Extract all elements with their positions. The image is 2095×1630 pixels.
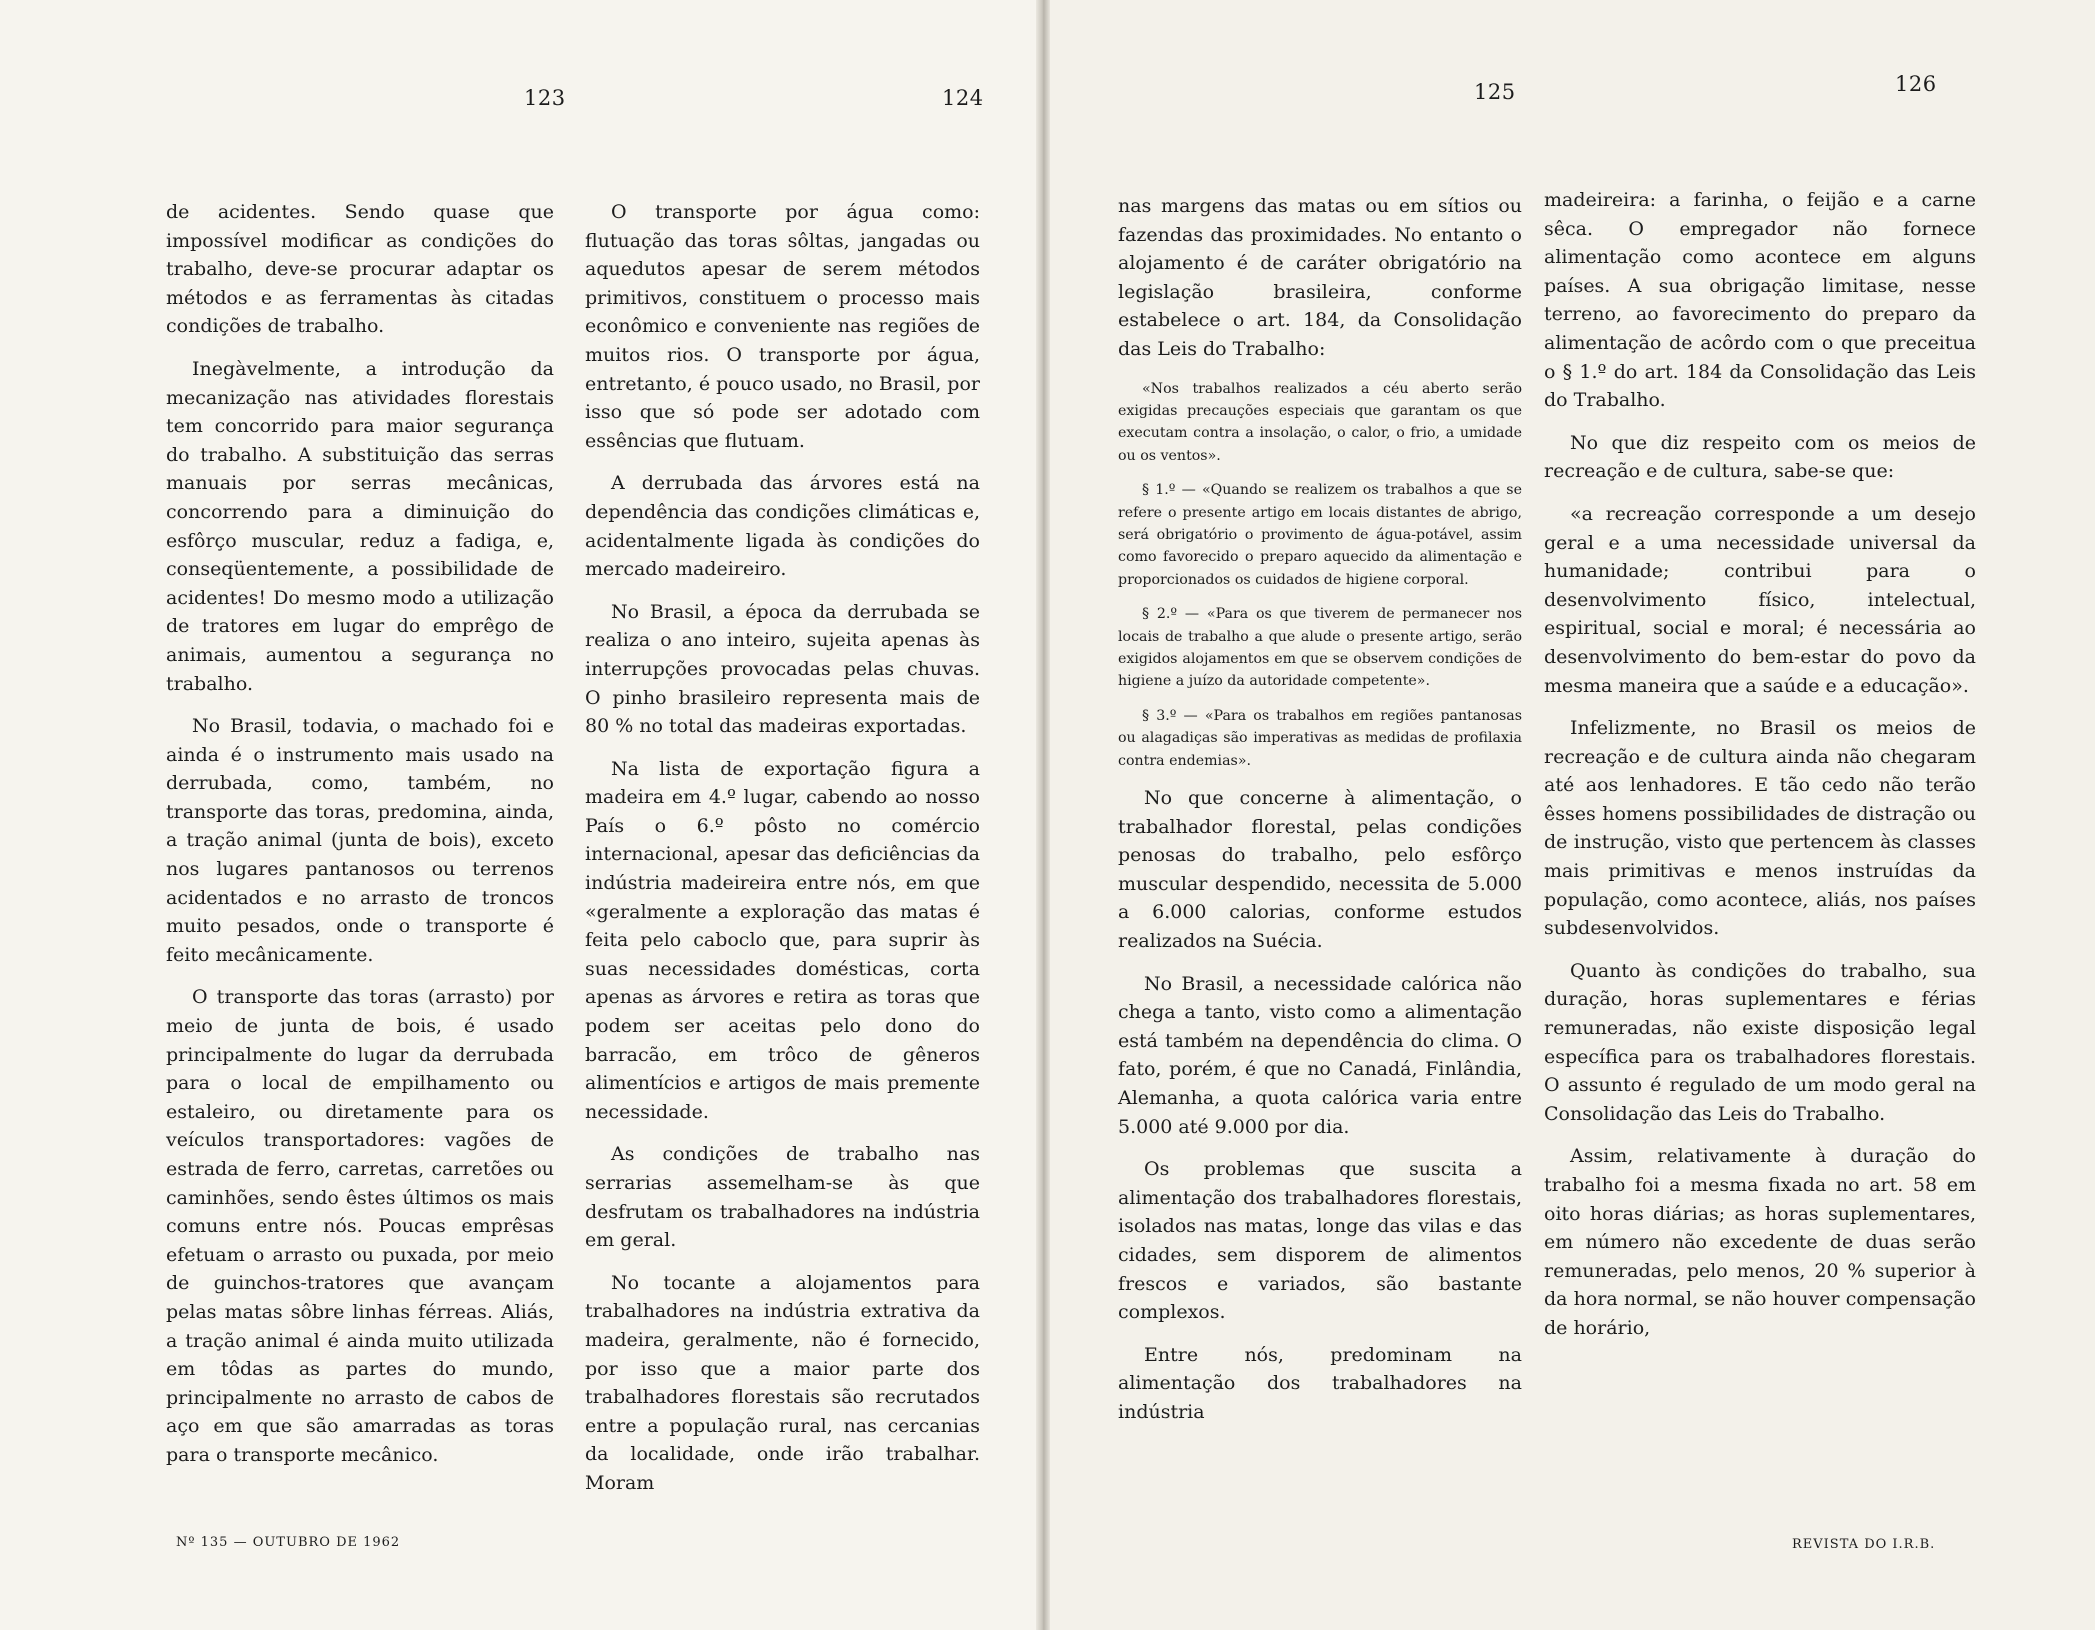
column-page-124 (585, 198, 980, 1512)
legal-quote: «Nos trabalhos realizados a céu aberto serão exigidas precauções especiais que garantam os que executam contra a insolação, o calor, o frio, a umidade ou os ventos». (1118, 380, 1522, 464)
paragraph: No Brasil, a época da derrubada se realiza o ano inteiro, sujeita apenas às interrupções provocadas pelas chuvas. O pinho brasileiro representa mais de 80 % no total das madeiras exportadas. (585, 600, 980, 738)
column-page-125 (1118, 192, 1522, 1441)
legal-quote: § 2.º — «Para os que tiverem de permanecer nos locais de trabalho a que alude o presente artigo, serão exigidos alojamentos em que se observem condições de higiene a juízo da autoridade competente». (1118, 606, 1522, 690)
paragraph: A derrubada das árvores está na dependência das condições climáticas e, acidentalmente ligada às condições do mercado madeireiro. (585, 472, 980, 581)
page-number-123: 123 (524, 86, 566, 110)
paragraph: No Brasil, a necessidade calórica não chega a tanto, visto como a alimentação está também na dependência do clima. O fato, porém, é que no Canadá, Finlândia, Alemanha, a quota calórica varia entre 5.000 até 9.000 por dia. (1118, 972, 1522, 1138)
legal-quote: § 3.º — «Para os trabalhos em regiões pantanosas ou alagadiças são imperativas as medidas de profilaxia contra endemias». (1118, 707, 1522, 769)
column-page-123 (166, 198, 554, 1484)
paragraph: Entre nós, predominam na alimentação dos trabalhadores na indústria (1118, 1343, 1522, 1423)
paragraph: No tocante a alojamentos para trabalhadores na indústria extrativa da madeira, geralmente, não é fornecido, por isso que a maior parte dos trabalhadores florestais são recrutados entre a população rural, nas cercanias da localidade, onde irão trabalhar. Moram (585, 1271, 980, 1494)
paragraph: No Brasil, todavia, o machado foi e ainda é o instrumento mais usado na derrubada, como, também, no transporte das toras, predomina, ainda, a tração animal (junta de bois), exceto nos lugares pantanosos ou terrenos acidentados e no arrasto de troncos muito pesados, onde o transporte é feito mecânicamente. (166, 715, 554, 966)
page-gutter (1036, 0, 1050, 1630)
paragraph: Os problemas que suscita a alimentação dos trabalhadores florestais, isolados nas matas, longe das vilas e das cidades, sem disporem de alimentos frescos e variados, são bastante complexos. (1118, 1158, 1522, 1324)
paragraph: No que concerne à alimentação, o trabalhador florestal, pelas condições penosas do trabalho, pelo esfôrço muscular despendido, necessita de 5.000 a 6.000 calorias, conforme estudos realizados na Suécia. (1118, 787, 1522, 953)
page-number-126: 126 (1895, 72, 1937, 96)
page-number-125: 125 (1474, 80, 1516, 104)
footer-issue: Nº 135 — OUTUBRO DE 1962 (176, 1535, 401, 1550)
page-number-124: 124 (942, 86, 984, 110)
paragraph: Assim, relativamente à duração do trabalho foi a mesma fixada no art. 58 em oito horas diárias; as horas suplementares, em número não excedente de duas serão remuneradas, pelo menos, 20 % superior à da hora normal, se não houver compensação de horário, (1544, 1145, 1976, 1339)
paragraph: Na lista de exportação figura a madeira em 4.º lugar, cabendo ao nosso País o 6.º pôsto no comércio internacional, apesar das deficiências da indústria madeireira entre nós, em que «geralmente a exploração das matas é feita pelo caboclo que, para suprir às suas necessidades domésticas, corta apenas as árvores e retira as toras que podem ser aceitas pelo dono do barracão, em trôco de gêneros alimentícios e artigos de mais premente necessidade. (585, 757, 980, 1123)
paragraph: Quanto às condições do trabalho, sua duração, horas suplementares e férias remuneradas, não existe disposição legal específica para os trabalhadores florestais. O assunto é regulado de um modo geral na Consolidação das Leis do Trabalho. (1544, 959, 1976, 1125)
column-page-126 (1544, 186, 1976, 1357)
paragraph: O transporte por água como: flutuação das toras sôltas, jangadas ou aquedutos apesar de serem métodos primitivos, constituem o processo mais econômico e conveniente nas regiões de muitos rios. O transporte por água, entretanto, é pouco usado, no Brasil, por isso que só pode ser adotado com essências que flutuam. (585, 201, 980, 452)
paragraph: Infelizmente, no Brasil os meios de recreação e de cultura ainda não chegaram até aos lenhadores. E tão cedo não terão êsses homens possibilidades de distração ou de instrução, visto que pertencem às classes mais primitivas e menos instruídas da população, como acontece, aliás, nos países subdesenvolvidos. (1544, 717, 1976, 940)
paragraph: O transporte das toras (arrasto) por meio de junta de bois, é usado principalmente do lugar da derrubada para o local de empilhamento ou estaleiro, ou diretamente para os veículos transportadores: vagões de estrada de ferro, carretas, carretões ou caminhões, sendo êstes últimos os mais comuns entre nós. Poucas emprêsas efetuam o arrasto ou puxada, por meio de guinchos-tratores que avançam pelas matas sôbre linhas férreas. Aliás, a tração animal é ainda muito utilizada em tôdas as partes do mundo, principalmente no arrasto de cabos de aço em que são amarradas as toras para o transporte mecânico. (166, 986, 554, 1466)
paragraph: madeireira: a farinha, o feijão e a carne sêca. O empregador não fornece alimentação como acontece em alguns países. A sua obrigação limitase, nesse terreno, ao favorecimento do preparo da alimentação de acôrdo com o que preceitua o § 1.º do art. 184 da Consolidação das Leis do Trabalho. (1544, 189, 1976, 412)
paragraph: nas margens das matas ou em sítios ou fazendas das proximidades. No entanto o alojamento é de caráter obrigatório na legislação brasileira, conforme estabelece o art. 184, da Consolidação das Leis do Trabalho: (1118, 195, 1522, 360)
paragraph: Inegàvelmente, a introdução da mecanização nas atividades florestais tem concorrido para maior segurança do trabalho. A substituição das serras manuais por serras mecânicas, concorrendo para a diminuição do esfôrço muscular, reduz a fadiga, e, conseqüentemente, a possibilidade de acidentes! Do mesmo modo a utilização de tratores em lugar do emprêgo de animais, aumentou a segurança no trabalho. (166, 357, 554, 695)
paragraph: As condições de trabalho nas serrarias assemelham-se às que desfrutam os trabalhadores na indústria em geral. (585, 1143, 980, 1252)
legal-quote: § 1.º — «Quando se realizem os trabalhos a que se refere o presente artigo em locais distantes de abrigo, será obrigatório o provimento de água-potável, assim como favorecido o preparo aquecido da alimentação e proporcionados os cuidados de higiene corporal. (1118, 482, 1522, 588)
footer-journal: REVISTA DO I.R.B. (1792, 1537, 1936, 1552)
paragraph: de acidentes. Sendo quase que impossível modificar as condições do trabalho, deve-se procurar adaptar os métodos e as ferramentas às citadas condições de trabalho. (166, 201, 554, 338)
block-quote: «a recreação corresponde a um desejo geral e a uma necessidade universal da humanidade; contribui para o desenvolvimento físico, intelectual, espiritual, social e moral; é necessária ao desenvolvimento do bem-estar do povo da mesma maneira que a saúde e a educação». (1544, 502, 1976, 697)
paragraph: No que diz respeito com os meios de recreação e de cultura, sabe-se que: (1544, 431, 1976, 483)
